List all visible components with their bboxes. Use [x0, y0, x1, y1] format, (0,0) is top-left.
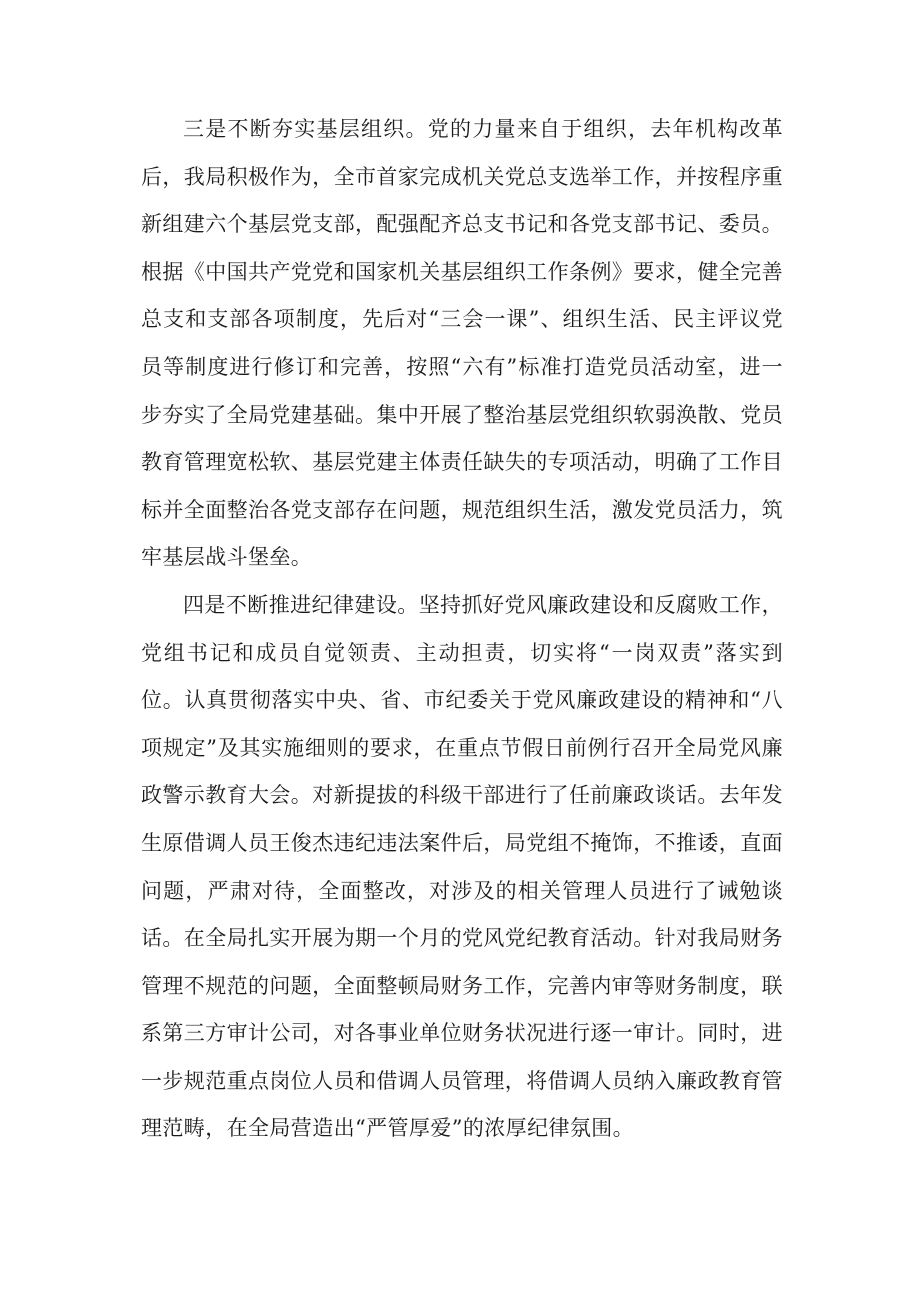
paragraph-discipline: 四是不断推进纪律建设。坚持抓好党风廉政建设和反腐败工作，党组书记和成员自觉领责、主动担责，切实将“一岗双责”落实到位。认真贯彻落实中央、省、市纪委关于党风廉政建设的精神和“八项规定”及其实施细则的要求，在重点节假日前例行召开全局党风廉政警示教育大会。对新提拔的科级干部进行了任前廉政谈话。去年发生原借调人员王俊杰违纪违法案件后，局党组不掩饰，不推诿，直面问题，严肃对待，全面整改，对涉及的相关管理人员进行了诫勉谈话。在全局扎实开展为期一个月的党风党纪教育活动。针对我局财务管理不规范的问题，全面整顿局财务工作，完善内审等财务制度，联系第三方审计公司，对各事业单位财务状况进行逐一审计。同时，进一步规范重点岗位人员和借调人员管理，将借调人员纳入廉政教育管理范畴，在全局营造出“严管厚爱”的浓厚纪律氛围。 [141, 592, 783, 1141]
paragraph-organization: 三是不断夯实基层组织。党的力量来自于组织，去年机构改革后，我局积极作为，全市首家完成机关党总支选举工作，并按程序重新组建六个基层党支部，配强配齐总支书记和各党支部书记、委员。根据《中国共产党党和国家机关基层组织工作条例》要求，健全完善总支和支部各项制度，先后对“三会一课”、组织生活、民主评议党员等制度进行修订和完善，按照“六有”标准打造党员活动室，进一步夯实了全局党建基础。集中开展了整治基层党组织软弱涣散、党员教育管理宽松软、基层党建主体责任缺失的专项活动，明确了工作目标并全面整治各党支部存在问题，规范组织生活，激发党员活力，筑牢基层战斗堡垒。 [141, 117, 783, 570]
document-body [141, 106, 783, 1153]
